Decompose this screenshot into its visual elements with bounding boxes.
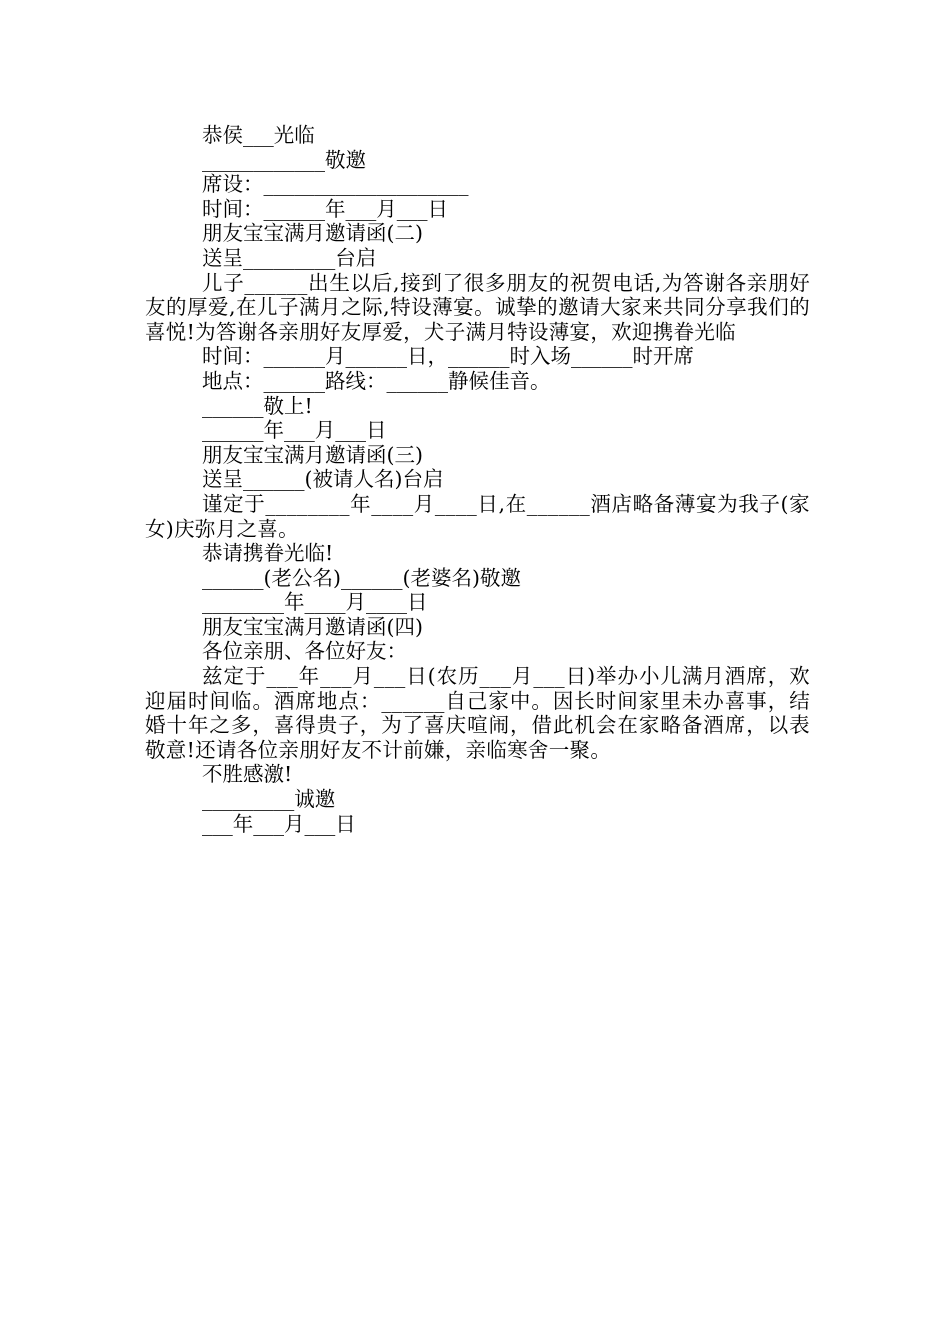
place-line-2: 地点：______路线：______静候佳音。 — [202, 368, 551, 393]
invite-attend-line: 恭侯___光临 — [202, 123, 315, 147]
section-title-2: 朋友宝宝满月邀请函(二) — [202, 221, 423, 246]
thanks-line-4: 不胜感激! — [202, 762, 293, 787]
invite-line-3: 恭请携眷光临! — [202, 541, 334, 566]
section-title-3: 朋友宝宝满月邀请函(三) — [202, 442, 423, 467]
section-title-4: 朋友宝宝满月邀请函(四) — [202, 614, 423, 639]
time-line-2: 时间：______月______日，______时入场______时开席 — [202, 344, 694, 369]
recipient-line-2: 送呈_________台启 — [202, 245, 377, 270]
document-body — [145, 123, 810, 836]
body-paragraph-4: 兹定于___年___月___日(农历___月___日)举办小儿满月酒席，欢迎届时间临。酒席地点：______自己家中。因长时间家里未办喜事，结婚十年之多，喜得贵子，为了喜庆喧闹，借此机会在家略备酒席，以表敬意!还请各位亲朋好友不计前嫌，亲临寒舍一聚。 — [145, 664, 810, 762]
body-paragraph-3: 谨定于________年____月____日,在______酒店略备薄宴为我子(家女)庆弥月之喜。 — [145, 491, 810, 541]
signature-line-4: _________诚邀 — [202, 787, 336, 812]
date-line-2: ______年___月___日 — [202, 418, 387, 443]
invite-sign-line: ____________敬邀 — [202, 147, 366, 172]
date-line-4: ___年___月___日 — [202, 811, 356, 836]
date-line-3: ________年____月____日 — [202, 590, 428, 615]
venue-line: 席设：____________________ — [202, 172, 469, 197]
body-paragraph-2: 儿子______出生以后,接到了很多朋友的祝贺电话,为答谢各亲朋好友的厚爱,在儿子满月之际,特设薄宴。诚挚的邀请大家来共同分享我们的喜悦!为答谢各亲朋好友厚爱，犬子满月特设薄宴，欢迎携眷光临 — [145, 270, 810, 344]
recipient-line-3: 送呈______(被请人名)台启 — [202, 467, 444, 492]
signature-line-3: ______(老公名)______(老婆名)敬邀 — [202, 565, 521, 590]
time-line: 时间：______年___月___日 — [202, 196, 448, 221]
signature-line-2: ______敬上! — [202, 393, 313, 418]
greeting-line-4: 各位亲朋、各位好友： — [202, 639, 407, 664]
